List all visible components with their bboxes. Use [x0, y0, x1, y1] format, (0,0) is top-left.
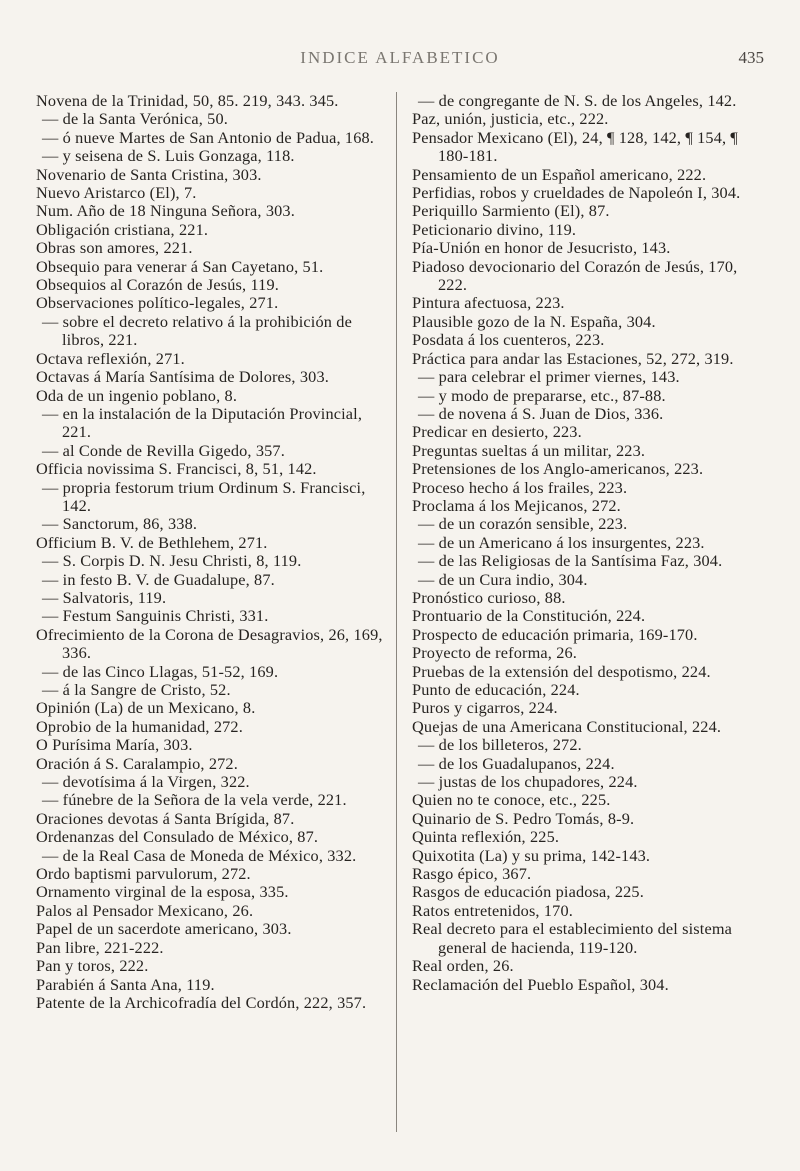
index-entry: Práctica para andar las Estaciones, 52, 272, 319.: [412, 348, 734, 368]
index-entry: Num. Año de 18 Ninguna Señora, 303.: [36, 201, 295, 221]
index-subentry: — de un Cura indio, 304.: [418, 569, 588, 589]
index-entry: Predicar en desierto, 223.: [412, 422, 582, 442]
index-entry: Proyecto de reforma, 26.: [412, 643, 577, 663]
index-entry: Proceso hecho á los frailes, 223.: [412, 477, 628, 497]
index-subentry: — sobre el decreto relativo á la prohibición de libros, 221.: [42, 311, 352, 350]
index-subentry: — ó nueve Martes de San Antonio de Padua, 168.: [42, 127, 375, 147]
index-entry: Patente de la Archicofradía del Cordón, 222, 357.: [36, 992, 367, 1012]
index-entry: Oraciones devotas á Santa Brígida, 87.: [36, 808, 295, 828]
index-entry: Plausible gozo de la N. España, 304.: [412, 311, 656, 331]
index-entry: Ratos entretenidos, 170.: [412, 900, 573, 920]
index-subentry: — de los billeteros, 272.: [418, 735, 582, 755]
page-number: 435: [738, 48, 764, 67]
index-entry: Rasgos de educación piadosa, 225.: [412, 882, 644, 902]
index-subentry: — in festo B. V. de Guadalupe, 87.: [42, 569, 275, 589]
index-entry: Ornamento virginal de la esposa, 335.: [36, 882, 289, 902]
index-entry: Real decreto para el establecimiento del sistema general de hacienda, 119-120.: [412, 919, 733, 957]
index-entry: Pensador Mexicano (El), 24, ¶ 128, 142, ¶ 154, ¶ 180-181.: [412, 127, 738, 166]
index-entry: Pan libre, 221-222.: [36, 937, 164, 957]
index-entry: Periquillo Sarmiento (El), 87.: [412, 201, 610, 221]
index-subentry: — fúnebre de la Señora de la vela verde, 221.: [42, 790, 347, 810]
index-entry: Novenario de Santa Cristina, 303.: [36, 164, 262, 184]
index-entry: Papel de un sacerdote americano, 303.: [36, 919, 292, 939]
index-entry: Pronóstico curioso, 88.: [412, 587, 566, 607]
index-entry: Parabién á Santa Ana, 119.: [36, 974, 215, 994]
index-subentry: — á la Sangre de Cristo, 52.: [42, 680, 231, 699]
index-subentry: — de novena á S. Juan de Dios, 336.: [418, 403, 664, 423]
index-subentry: — justas de los chupadores, 224.: [418, 772, 638, 792]
index-entry: Punto de educación, 224.: [412, 680, 580, 699]
index-subentry: — de los Guadalupanos, 224.: [418, 753, 615, 773]
index-subentry: — de la Santa Verónica, 50.: [42, 109, 228, 129]
index-entry: Obsequio para venerar á San Cayetano, 51.: [36, 256, 324, 276]
index-entry: Paz, unión, justicia, etc., 222.: [412, 109, 609, 129]
index-subentry: — de un Americano á los insurgentes, 223.: [418, 532, 705, 552]
index-entry: Palos al Pensador Mexicano, 26.: [36, 900, 254, 920]
left-column: [36, 92, 384, 1012]
index-entry: Quinta reflexión, 225.: [412, 827, 560, 847]
index-subentry: — de las Religiosas de la Santísima Faz, 304.: [418, 551, 723, 571]
index-subentry: — para celebrar el primer viernes, 143.: [418, 367, 680, 387]
index-entry: Octavas á María Santísima de Dolores, 303.: [36, 367, 329, 387]
index-subentry: — y modo de prepararse, etc., 87-88.: [418, 385, 666, 405]
index-entry: Reclamación del Pueblo Español, 304.: [412, 974, 669, 994]
index-subentry: — de congregante de N. S. de los Angeles, 142.: [418, 91, 737, 110]
index-entry: Obras son amores, 221.: [36, 238, 193, 258]
index-entry: Officia novissima S. Francisci, 8, 51, 142.: [36, 459, 317, 479]
index-subentry: — de las Cinco Llagas, 51-52, 169.: [42, 661, 279, 681]
index-entry: Preguntas sueltas á un militar, 223.: [412, 440, 646, 460]
index-subentry: — de un corazón sensible, 223.: [418, 514, 628, 534]
index-entry: Nuevo Aristarco (El), 7.: [36, 183, 197, 203]
index-subentry: — Sanctorum, 86, 338.: [42, 514, 198, 534]
page-header: [36, 48, 764, 78]
index-entry: Observaciones político-legales, 271.: [36, 293, 279, 313]
index-entry: Octava reflexión, 271.: [36, 348, 185, 368]
index-entry: Posdata á los cuenteros, 223.: [412, 330, 605, 350]
index-entry: Perfidias, robos y crueldades de Napoleón I, 304.: [412, 183, 741, 203]
index-entry: Obsequios al Corazón de Jesús, 119.: [36, 275, 279, 295]
index-entry: Opinión (La) de un Mexicano, 8.: [36, 698, 256, 718]
index-entry: Oración á S. Caralampio, 272.: [36, 753, 238, 773]
index-entry: Pía-Unión en honor de Jesucristo, 143.: [412, 238, 671, 258]
index-entry: Ordo baptismi parvulorum, 272.: [36, 864, 251, 884]
index-entry: Pruebas de la extensión del despotismo, 224.: [412, 661, 711, 681]
index-subentry: — S. Corpis D. N. Jesu Christi, 8, 119.: [42, 551, 302, 571]
index-entry: Puros y cigarros, 224.: [412, 698, 558, 718]
index-subentry: — Festum Sanguinis Christi, 331.: [42, 606, 269, 626]
index-subentry: — y seisena de S. Luis Gonzaga, 118.: [42, 146, 295, 166]
index-subentry: — al Conde de Revilla Gigedo, 357.: [42, 440, 285, 460]
index-entry: Prontuario de la Constitución, 224.: [412, 606, 646, 626]
index-entry: Ordenanzas del Consulado de México, 87.: [36, 827, 319, 847]
index-entry: Quixotita (La) y su prima, 142-143.: [412, 845, 651, 865]
right-column: [412, 92, 760, 994]
index-entry: Quejas de una Americana Constitucional, 224.: [412, 716, 722, 736]
index-columns: [36, 92, 776, 1152]
index-entry: Novena de la Trinidad, 50, 85. 219, 343. 345.: [36, 91, 339, 110]
index-entry: Prospecto de educación primaria, 169-170.: [412, 624, 698, 644]
index-entry: Pan y toros, 222.: [36, 956, 149, 976]
running-title: INDICE ALFABETICO: [300, 48, 500, 67]
index-entry: Pretensiones de los Anglo-americanos, 223.: [412, 459, 704, 479]
index-subentry: — propria festorum trium Ordinum S. Francisci, 142.: [42, 477, 366, 515]
index-entry: Pintura afectuosa, 223.: [412, 293, 565, 313]
index-entry: Ofrecimiento de la Corona de Desagravios, 26, 169, 336.: [36, 624, 383, 663]
index-subentry: — Salvatoris, 119.: [42, 587, 167, 607]
index-entry: O Purísima María, 303.: [36, 735, 193, 755]
index-entry: Officium B. V. de Bethlehem, 271.: [36, 532, 268, 552]
index-entry: Peticionario divino, 119.: [412, 219, 577, 239]
index-subentry: — de la Real Casa de Moneda de México, 332.: [42, 845, 357, 865]
index-subentry: — en la instalación de la Diputación Provincial, 221.: [42, 403, 363, 442]
index-entry: Real orden, 26.: [412, 956, 514, 976]
index-entry: Quien no te conoce, etc., 225.: [412, 790, 611, 810]
index-subentry: — devotísima á la Virgen, 322.: [42, 772, 250, 792]
index-entry: Oda de un ingenio poblano, 8.: [36, 385, 238, 405]
index-entry: Quinario de S. Pedro Tomás, 8-9.: [412, 808, 635, 828]
column-divider: [396, 92, 397, 1132]
index-entry: Obligación cristiana, 221.: [36, 219, 209, 239]
index-entry: Pensamiento de un Español americano, 222.: [412, 164, 707, 184]
index-entry: Piadoso devocionario del Corazón de Jesús, 170, 222.: [412, 256, 738, 295]
index-entry: Proclama á los Mejicanos, 272.: [412, 495, 621, 515]
index-entry: Rasgo épico, 367.: [412, 864, 532, 884]
index-entry: Oprobio de la humanidad, 272.: [36, 716, 243, 736]
